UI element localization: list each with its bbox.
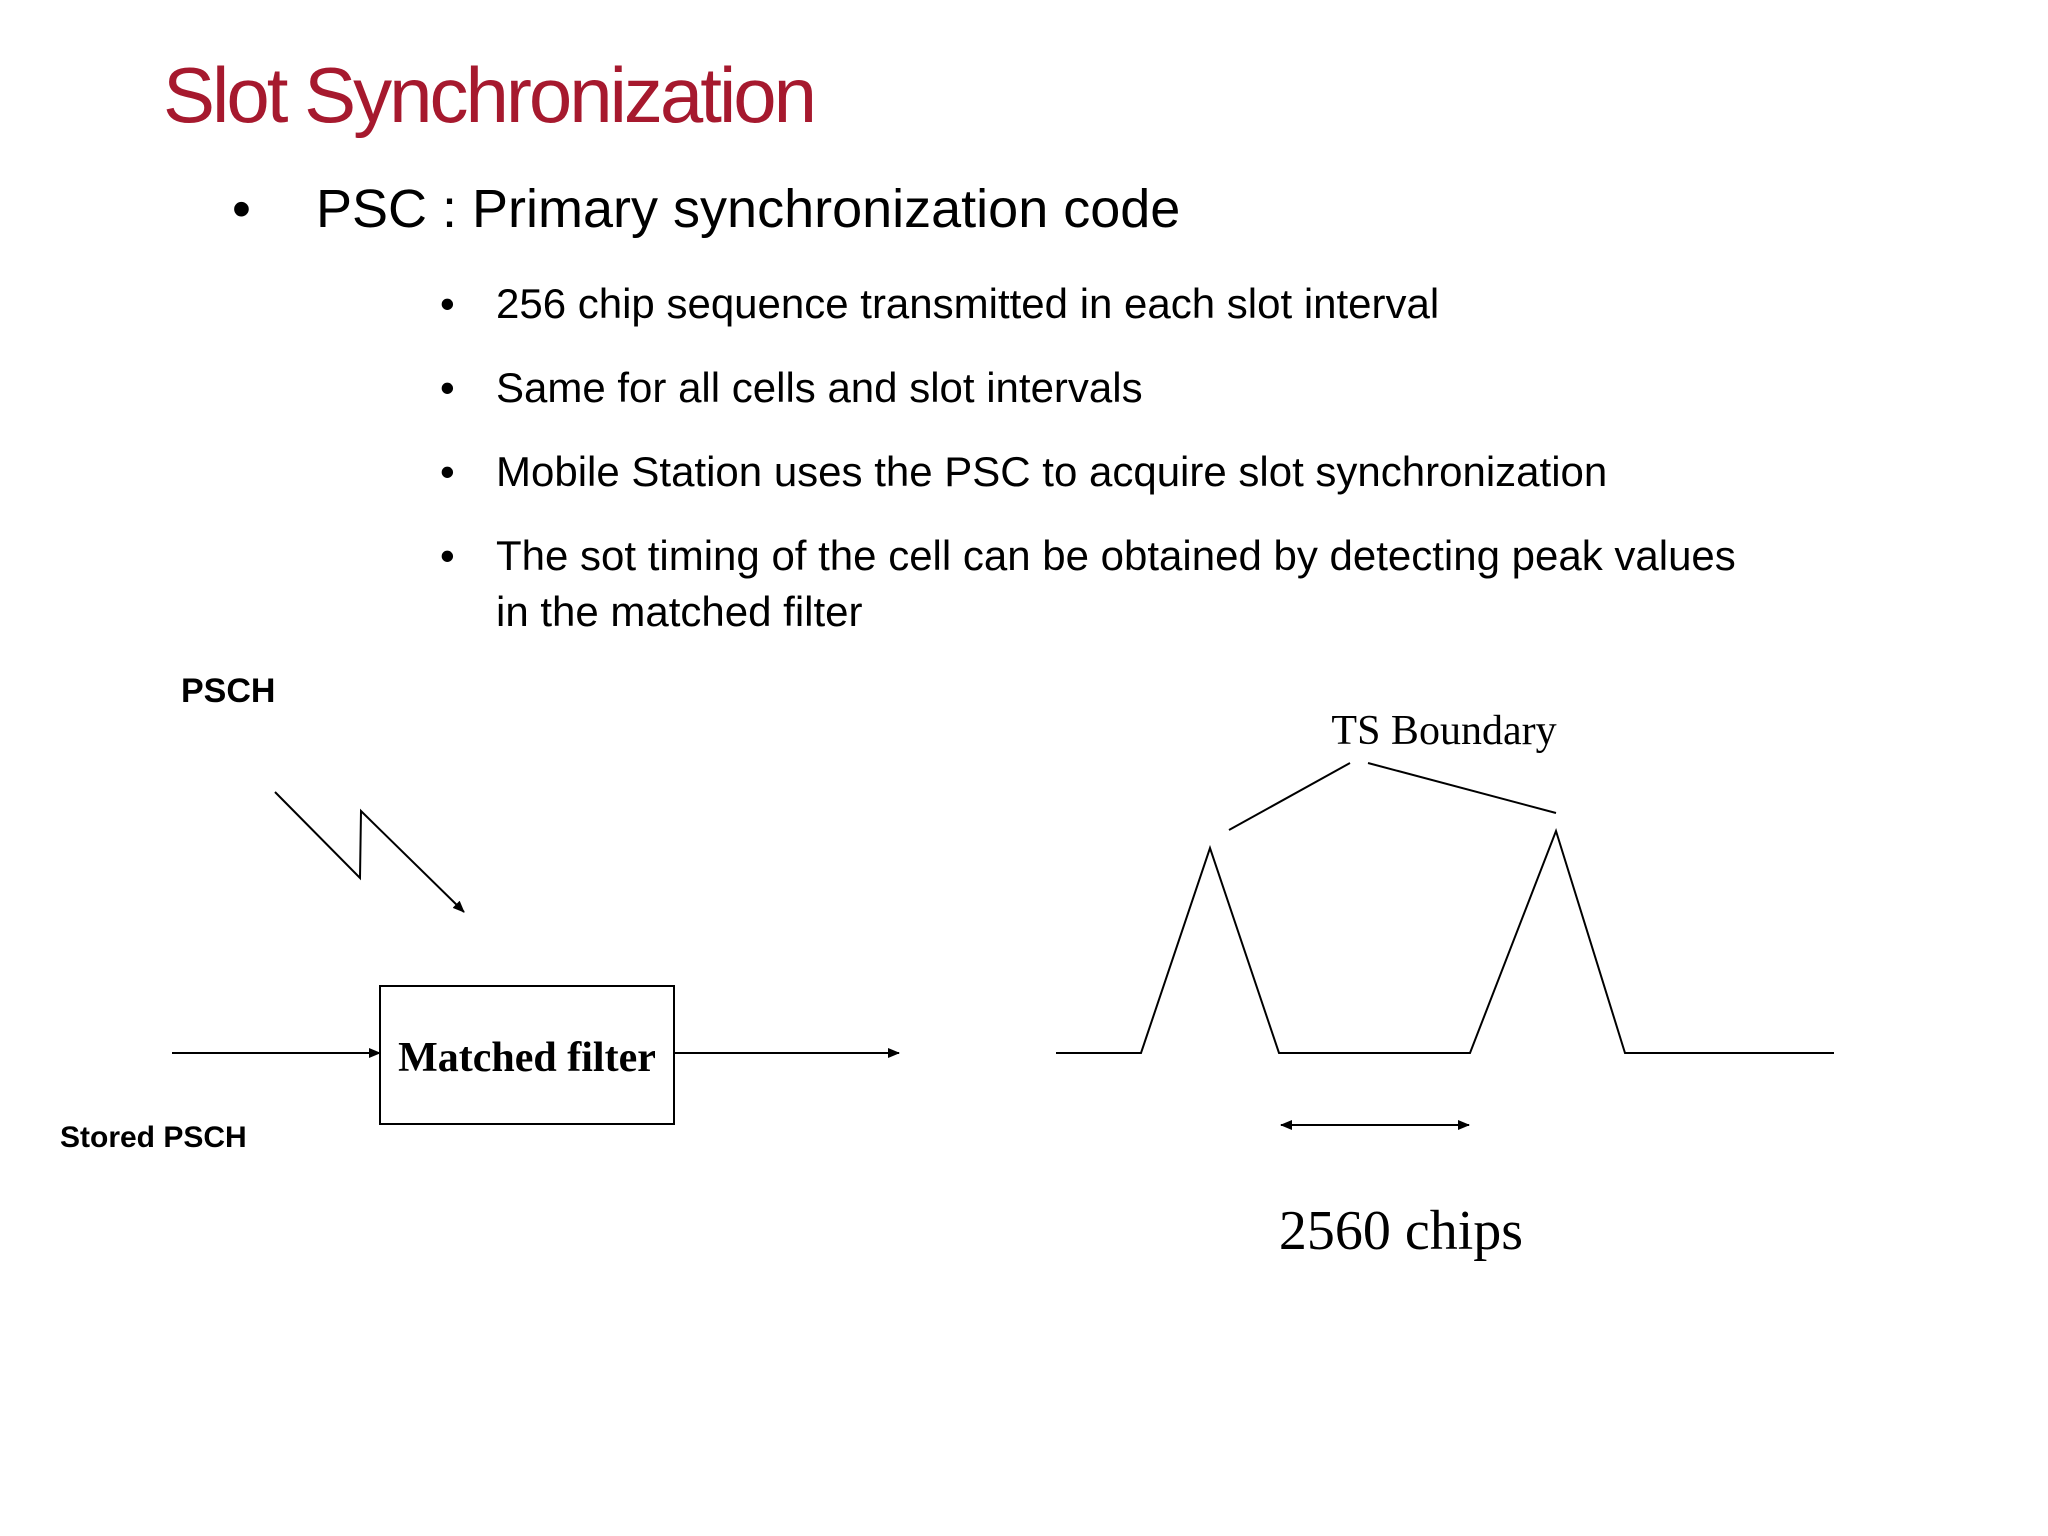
sub-bullet-text: The sot timing of the cell can be obtained by detecting peak values in the matched filter <box>496 532 1736 635</box>
matched-filter-label: Matched filter <box>398 1035 656 1081</box>
sub-bullet-text: Mobile Station uses the PSC to acquire slot synchronization <box>496 448 1608 495</box>
sub-bullet-text: 256 chip sequence transmitted in each slot interval <box>496 280 1440 327</box>
stored-psch-label: Stored PSCH <box>60 1121 247 1154</box>
ts-boundary-pointer-right <box>1368 763 1556 813</box>
sub-bullet-marker: • <box>440 280 455 327</box>
ts-boundary-label: TS Boundary <box>1331 708 1557 754</box>
slide-title: Slot Synchronization <box>163 51 815 139</box>
sub-bullet-marker: • <box>440 364 455 411</box>
psch-label: PSCH <box>181 672 276 710</box>
sub-bullet-marker: • <box>440 532 455 579</box>
main-bullet-marker: • <box>232 179 251 239</box>
main-bullet-text: PSC : Primary synchronization code <box>316 179 1181 239</box>
sub-bullet-text: Same for all cells and slot intervals <box>496 364 1143 411</box>
correlation-waveform <box>1056 831 1834 1053</box>
sub-bullet-marker: • <box>440 448 455 495</box>
ts-boundary-pointer-left <box>1229 763 1350 830</box>
lightning-bolt-icon <box>275 792 464 912</box>
chip-count-label: 2560 chips <box>1278 1200 1524 1262</box>
